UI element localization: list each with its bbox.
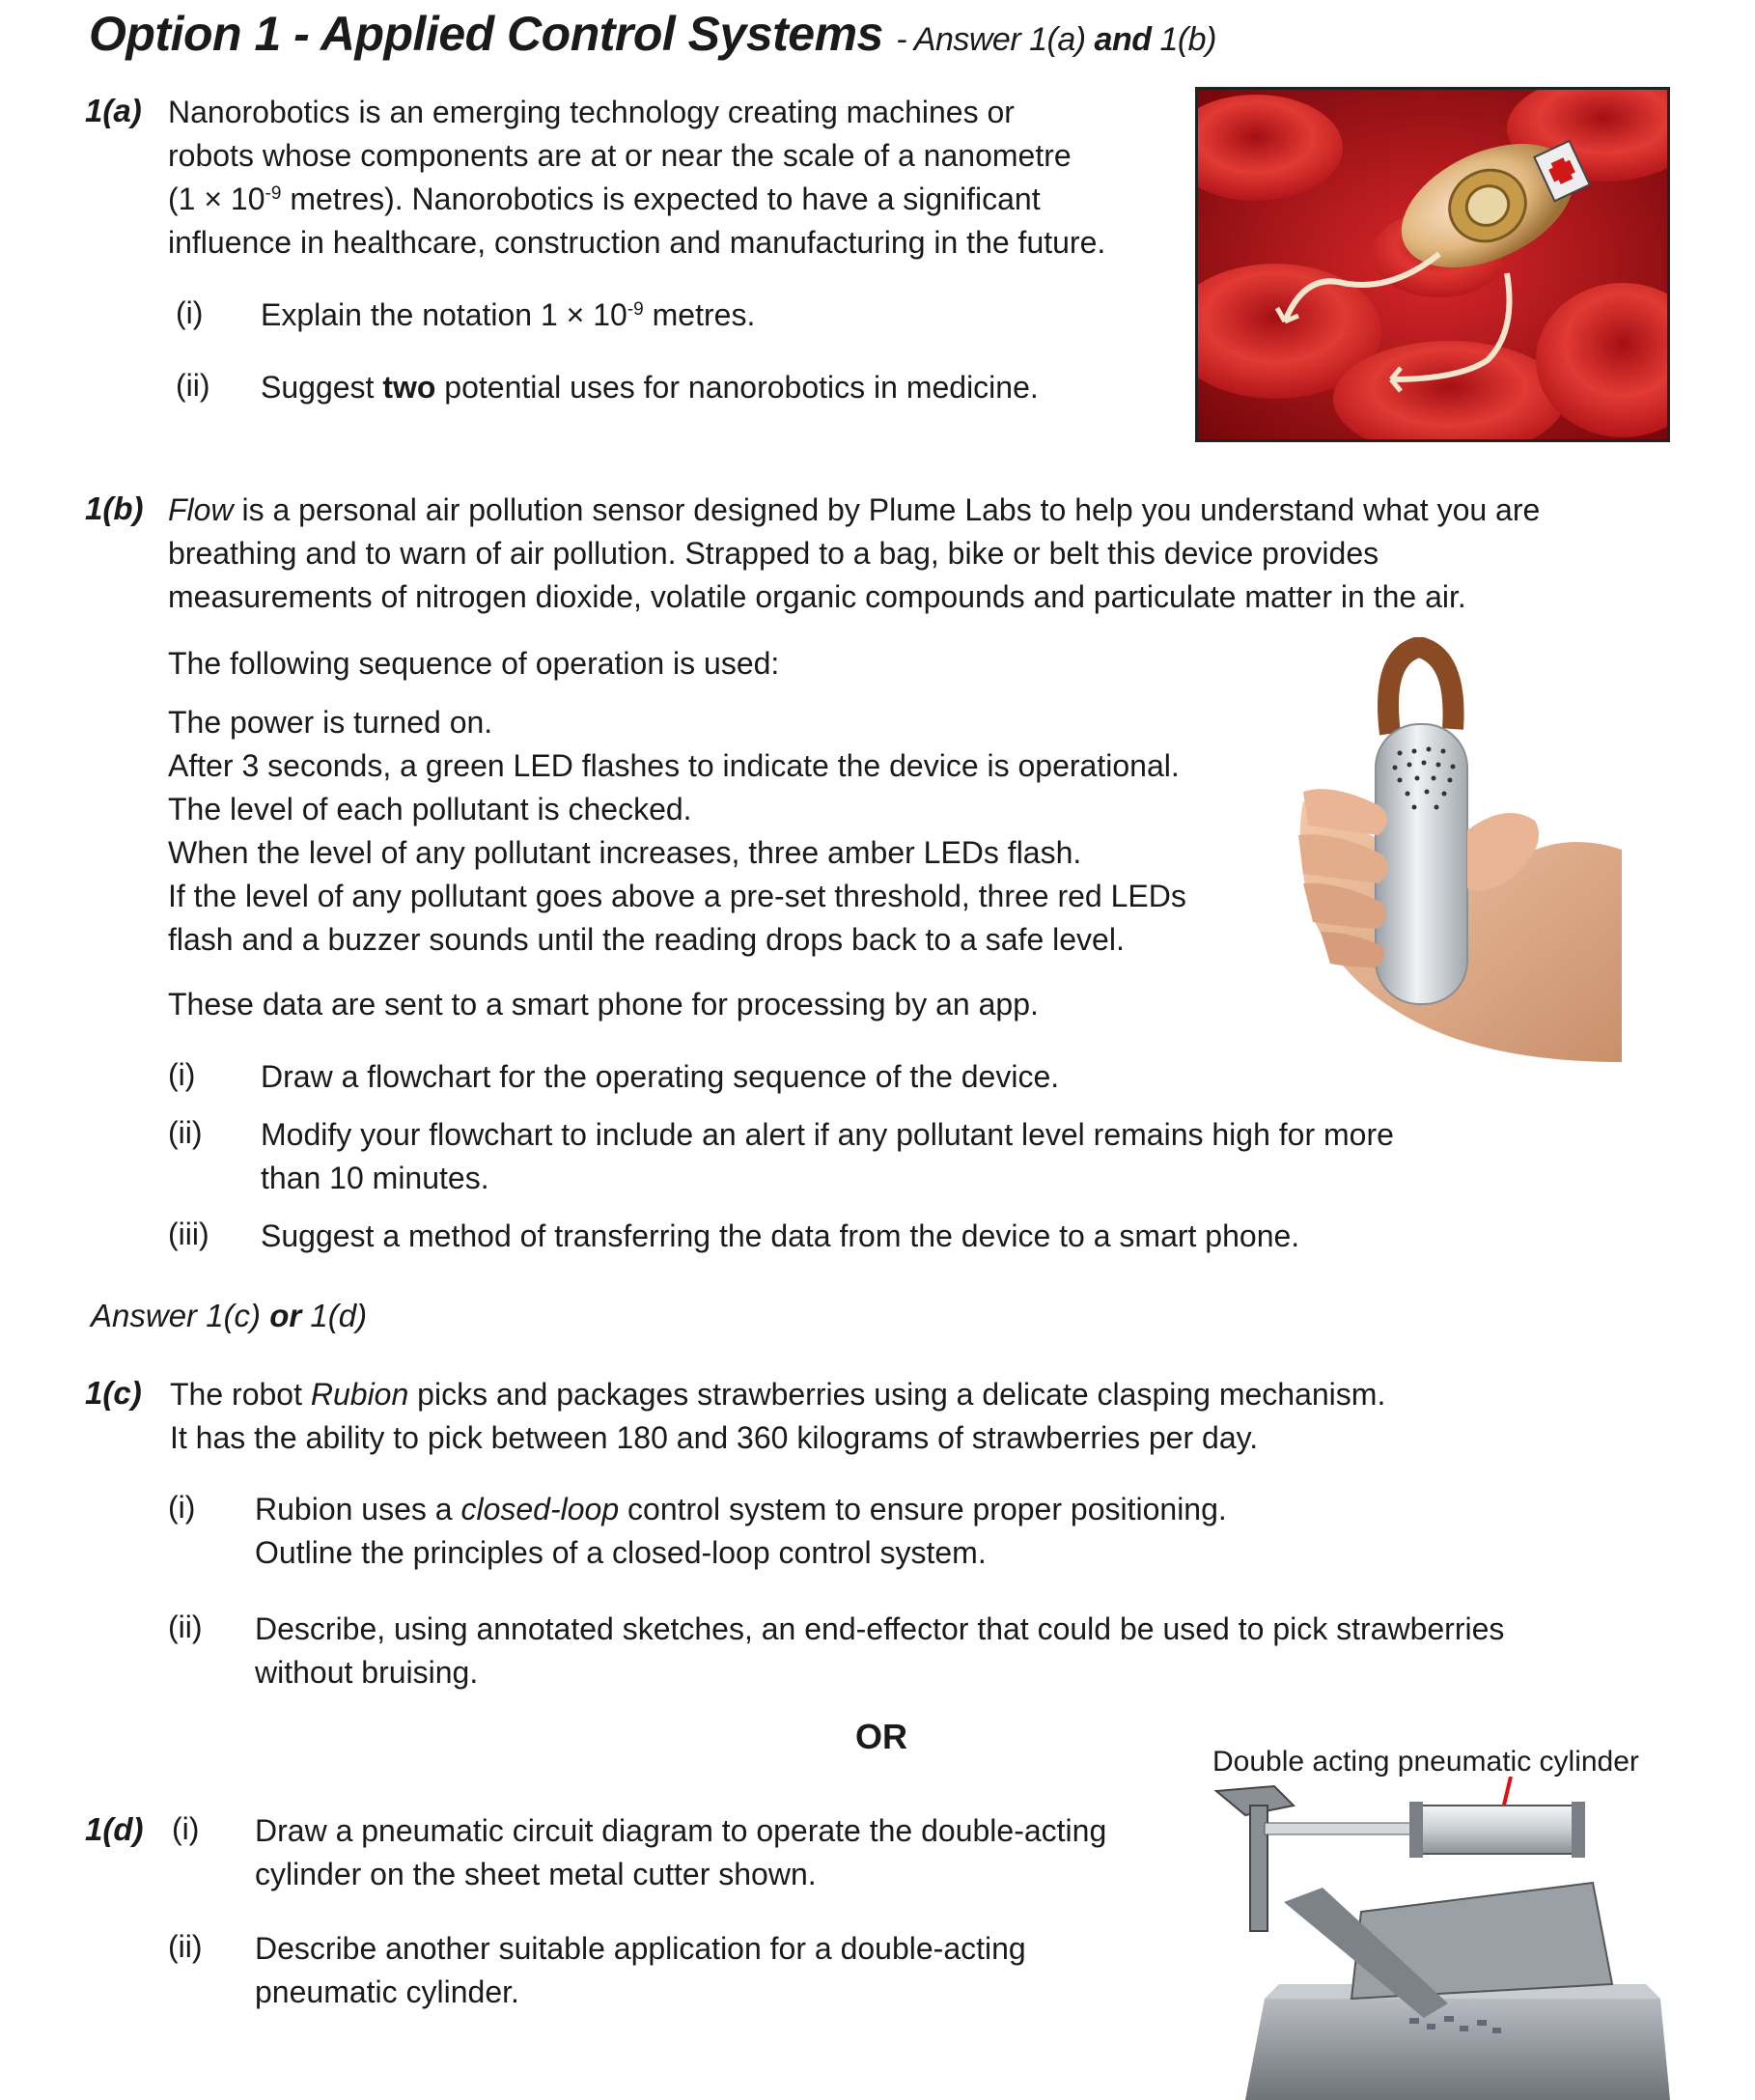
- answer-cd-heading: Answer 1(c) or 1(d): [91, 1298, 368, 1333]
- q1b-label: 1(b): [85, 490, 144, 526]
- q1d-label: 1(d): [85, 1811, 144, 1847]
- q1b-sequence: [168, 701, 1186, 962]
- q1c-ii-label: (ii): [168, 1610, 203, 1644]
- q1d-ii-text: Describe another suitable application for a double-acting pneumatic cylinder.: [255, 1931, 1026, 2009]
- title-main: Option 1 - Applied Control Systems: [89, 7, 883, 61]
- q1a-ii-text: Suggest two potential uses for nanorobotics in medicine.: [261, 370, 1039, 405]
- q1b-i-text: Draw a flowchart for the operating sequence of the device.: [261, 1059, 1060, 1094]
- q1d-i-label: (i): [172, 1811, 200, 1846]
- q1c-intro: The robot Rubion picks and packages strawberries using a delicate clasping mechanism. It has the ability to pick between 180 and 360 kilograms of strawberries per day.: [170, 1377, 1386, 1455]
- air-sensor-in-hand-photo: [1274, 637, 1622, 1081]
- or-separator: OR: [855, 1717, 907, 1756]
- q1c-i-label: (i): [168, 1490, 196, 1525]
- q1a-label: 1(a): [85, 93, 142, 128]
- q1b-ii-text: Modify your flowchart to include an alert if any pollutant level remains high for more than 10 minutes.: [261, 1117, 1394, 1195]
- nanorobot-illustration: [1195, 87, 1670, 442]
- q1a-i-label: (i): [176, 295, 204, 330]
- sequence-step: If the level of any pollutant goes above a pre-set threshold, three red LEDs: [168, 879, 1186, 913]
- sequence-step: When the level of any pollutant increases, three amber LEDs flash.: [168, 835, 1082, 870]
- q1c-i-text: Rubion uses a closed-loop control system to ensure proper positioning. Outline the principles of a closed-loop control system.: [255, 1492, 1227, 1570]
- sequence-step: The power is turned on.: [168, 705, 493, 740]
- q1a-i-text: Explain the notation $1 \times 10^{-9}$ metres.: [261, 297, 756, 332]
- page-title: [89, 6, 1216, 62]
- q1d-ii-label: (ii): [168, 1929, 203, 1964]
- q1a-text: Nanorobotics is an emerging technology creating machines or robots whose components are at or near the scale of a nanometre ($1 \times 10^{-9}$ metres). Nanorobotics is expected to have a significant influence in healthcare, construction and manufacturing in the future.: [168, 95, 1106, 260]
- sequence-step: After 3 seconds, a green LED flashes to indicate the device is operational.: [168, 748, 1180, 783]
- sheet-metal-cutter-photo: [1207, 1777, 1689, 2100]
- q1b-intro: Flow is a personal air pollution sensor designed by Plume Labs to help you understand what you are breathing and to warn of air pollution. Strapped to a bag, bike or belt this device provides measurements of nitrogen dioxide, volatile organic compounds and particulate matter in the air.: [168, 492, 1541, 614]
- q1d-i-text: Draw a pneumatic circuit diagram to operate the double-acting cylinder on the sheet metal cutter shown.: [255, 1813, 1107, 1891]
- q1b-i-label: (i): [168, 1057, 196, 1092]
- q1c-ii-text: Describe, using annotated sketches, an end-effector that could be used to pick strawberries without bruising.: [255, 1611, 1505, 1690]
- q1b-ii-label: (ii): [168, 1115, 203, 1150]
- q1b-iii-label: (iii): [168, 1217, 209, 1251]
- q1b-data-line: These data are sent to a smart phone for processing by an app.: [168, 987, 1039, 1022]
- q1a-ii-label: (ii): [176, 368, 210, 403]
- cylinder-caption: Double acting pneumatic cylinder: [1212, 1746, 1639, 1778]
- q1b-iii-text: Suggest a method of transferring the data from the device to a smart phone.: [261, 1218, 1300, 1253]
- sequence-step: flash and a buzzer sounds until the reading drops back to a safe level.: [168, 922, 1125, 957]
- q1c-label: 1(c): [85, 1375, 142, 1411]
- title-sub: - Answer 1(a) and 1(b): [896, 21, 1216, 58]
- q1b-sequence-intro: The following sequence of operation is used:: [168, 646, 780, 681]
- sequence-step: The level of each pollutant is checked.: [168, 792, 692, 826]
